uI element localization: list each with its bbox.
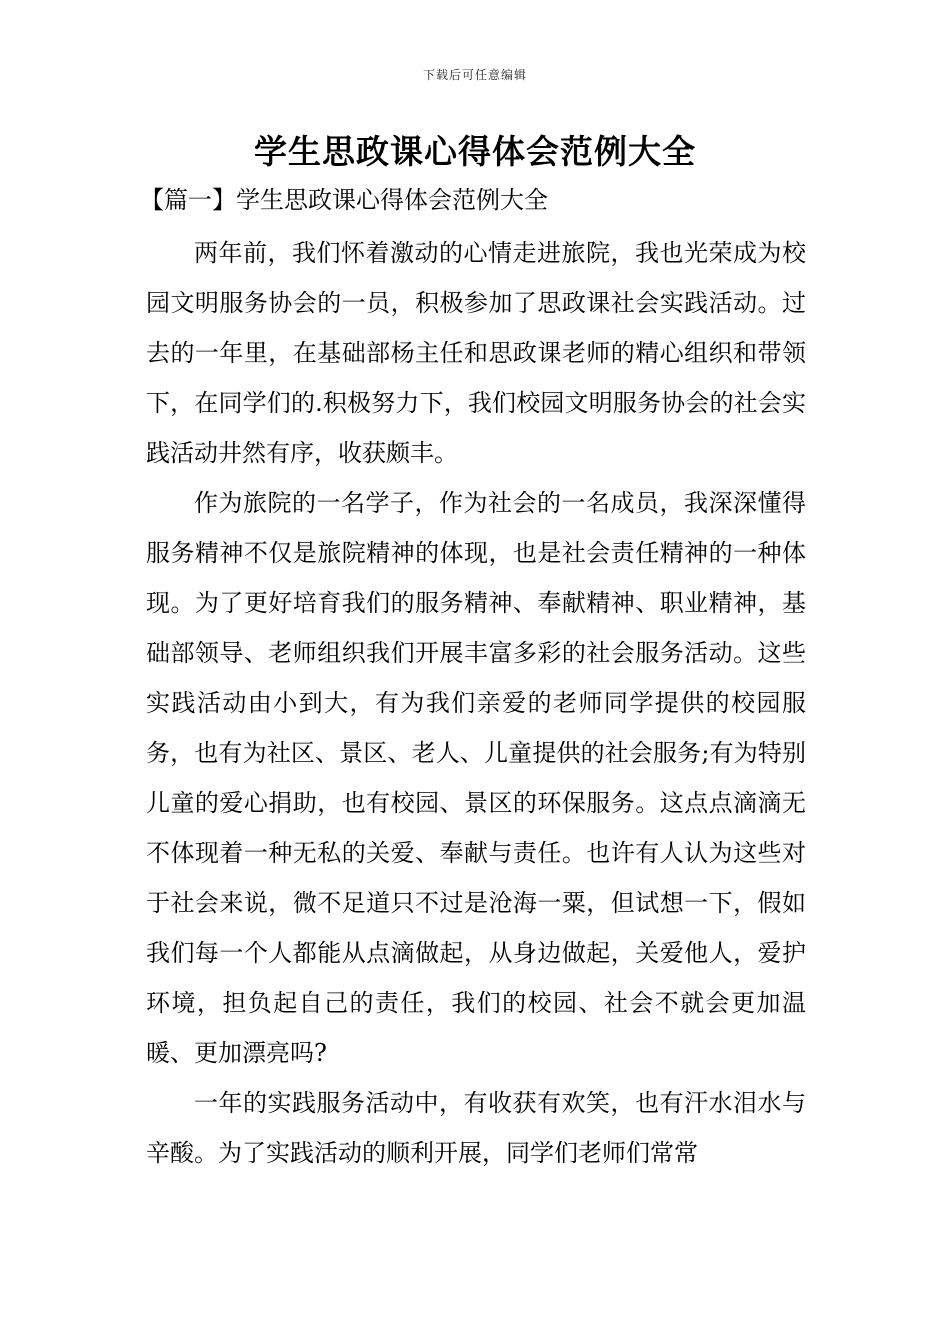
body-text <box>146 228 806 1178</box>
header-note: 下载后可任意编辑 <box>422 68 527 82</box>
document-title: 学生思政课心得体会范例大全 <box>254 132 696 171</box>
paragraph-3: 一年的实践服务活动中，有收获有欢笑，也有汗水泪水与辛酸。为了实践活动的顺利开展，同学们老师们常常 <box>146 1089 806 1167</box>
paragraph-1: 两年前，我们怀着激动的心情走进旅院，我也光荣成为校园文明服务协会的一员，积极参加了思政课社会实践活动。过去的一年里，在基础部杨主任和思政课老师的精心组织和带领下，在同学们的.积极努力下，我们校园文明服务协会的社会实践活动井然有序，收获颇丰。 <box>146 239 806 467</box>
section-heading: 【篇一】学生思政课心得体会范例大全 <box>140 186 548 214</box>
paragraph-2: 作为旅院的一名学子，作为社会的一名成员，我深深懂得服务精神不仅是旅院精神的体现，也是社会责任精神的一种体现。为了更好培育我们的服务精神、奉献精神、职业精神，基础部领导、老师组织我们开展丰富多彩的社会服务活动。这些实践活动由小到大，有为我们亲爱的老师同学提供的校园服务，也有为社区、景区、老人、儿童提供的社会服务;有为特别儿童的爱心捐助，也有校园、景区的环保服务。这点点滴滴无不体现着一种无私的关爱、奉献与责任。也许有人认为这些对于社会来说，微不足道只不过是沧海一粟，但试想一下，假如我们每一个人都能从点滴做起，从身边做起，关爱他人，爱护环境，担负起自己的责任，我们的校园、社会不就会更加温暖、更加漂亮吗? <box>146 489 806 1067</box>
